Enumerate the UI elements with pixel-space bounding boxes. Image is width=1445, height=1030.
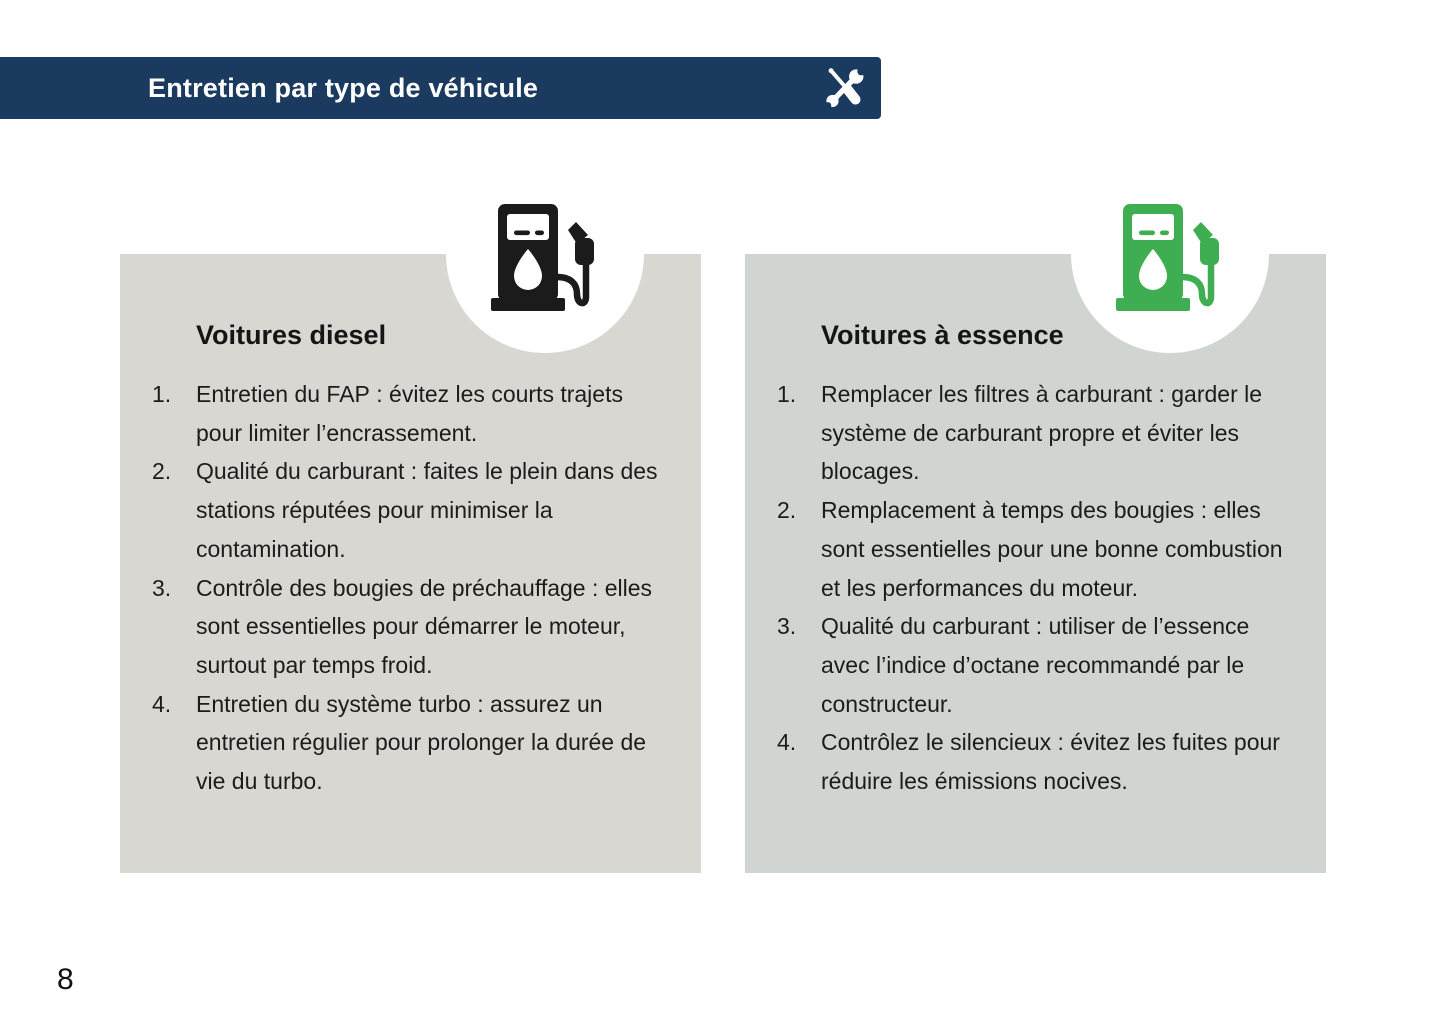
list-item xyxy=(152,452,670,568)
list-item xyxy=(777,491,1295,607)
card-diesel xyxy=(120,254,701,873)
list-item-number: 4. xyxy=(777,729,797,756)
list-item-text: Entretien du FAP : évitez les courts trajets pour limiter l’encrassement. xyxy=(196,381,623,446)
section-header-bar xyxy=(0,57,881,119)
list-item-number: 1. xyxy=(777,381,797,407)
fuel-pump-diesel-icon xyxy=(489,204,601,316)
list-item-number: 2. xyxy=(152,458,172,485)
section-title: Entretien par type de véhicule xyxy=(148,72,539,103)
list-item-text: Contrôlez le silencieux : évitez les fuites pour réduire les émissions nocives. xyxy=(821,729,1280,795)
fuel-pump-essence-icon xyxy=(1114,204,1226,316)
list-item xyxy=(152,569,670,685)
list-item-text: Remplacer les filtres à carburant : garder le système de carburant propre et éviter les blocages. xyxy=(821,381,1263,485)
list-item-text: Entretien du système turbo : assurez un entretien régulier pour prolonger la durée de vie du turbo. xyxy=(196,690,647,795)
list-item xyxy=(777,607,1295,723)
page-number: 8 xyxy=(57,963,74,996)
list-item xyxy=(152,685,670,801)
tools-icon xyxy=(821,65,867,111)
card-essence xyxy=(745,254,1326,873)
list-item xyxy=(777,375,1295,491)
list-item-text: Qualité du carburant : faites le plein dans des stations réputées pour minimiser la contamination. xyxy=(196,458,658,562)
list-item-text: Contrôle des bougies de préchauffage : elles sont essentielles pour démarrer le moteur, surtout par temps froid. xyxy=(196,574,653,678)
list-item xyxy=(152,375,670,452)
maintenance-list-diesel xyxy=(152,375,670,801)
list-item-number: 2. xyxy=(777,497,797,524)
list-item-text: Qualité du carburant : utiliser de l’essence avec l’indice d’octane recommandé par le constructeur. xyxy=(821,613,1250,717)
card-title-essence: Voitures à essence xyxy=(821,320,1064,350)
list-item-number: 3. xyxy=(777,613,797,640)
maintenance-list-essence xyxy=(777,375,1295,801)
card-title-diesel: Voitures diesel xyxy=(196,320,387,350)
list-item-text: Remplacement à temps des bougies : elles sont essentielles pour une bonne combustion et les performances du moteur. xyxy=(821,497,1283,601)
list-item xyxy=(777,723,1295,800)
list-item-number: 1. xyxy=(152,381,172,407)
list-item-number: 4. xyxy=(152,690,172,717)
list-item-number: 3. xyxy=(152,574,172,601)
